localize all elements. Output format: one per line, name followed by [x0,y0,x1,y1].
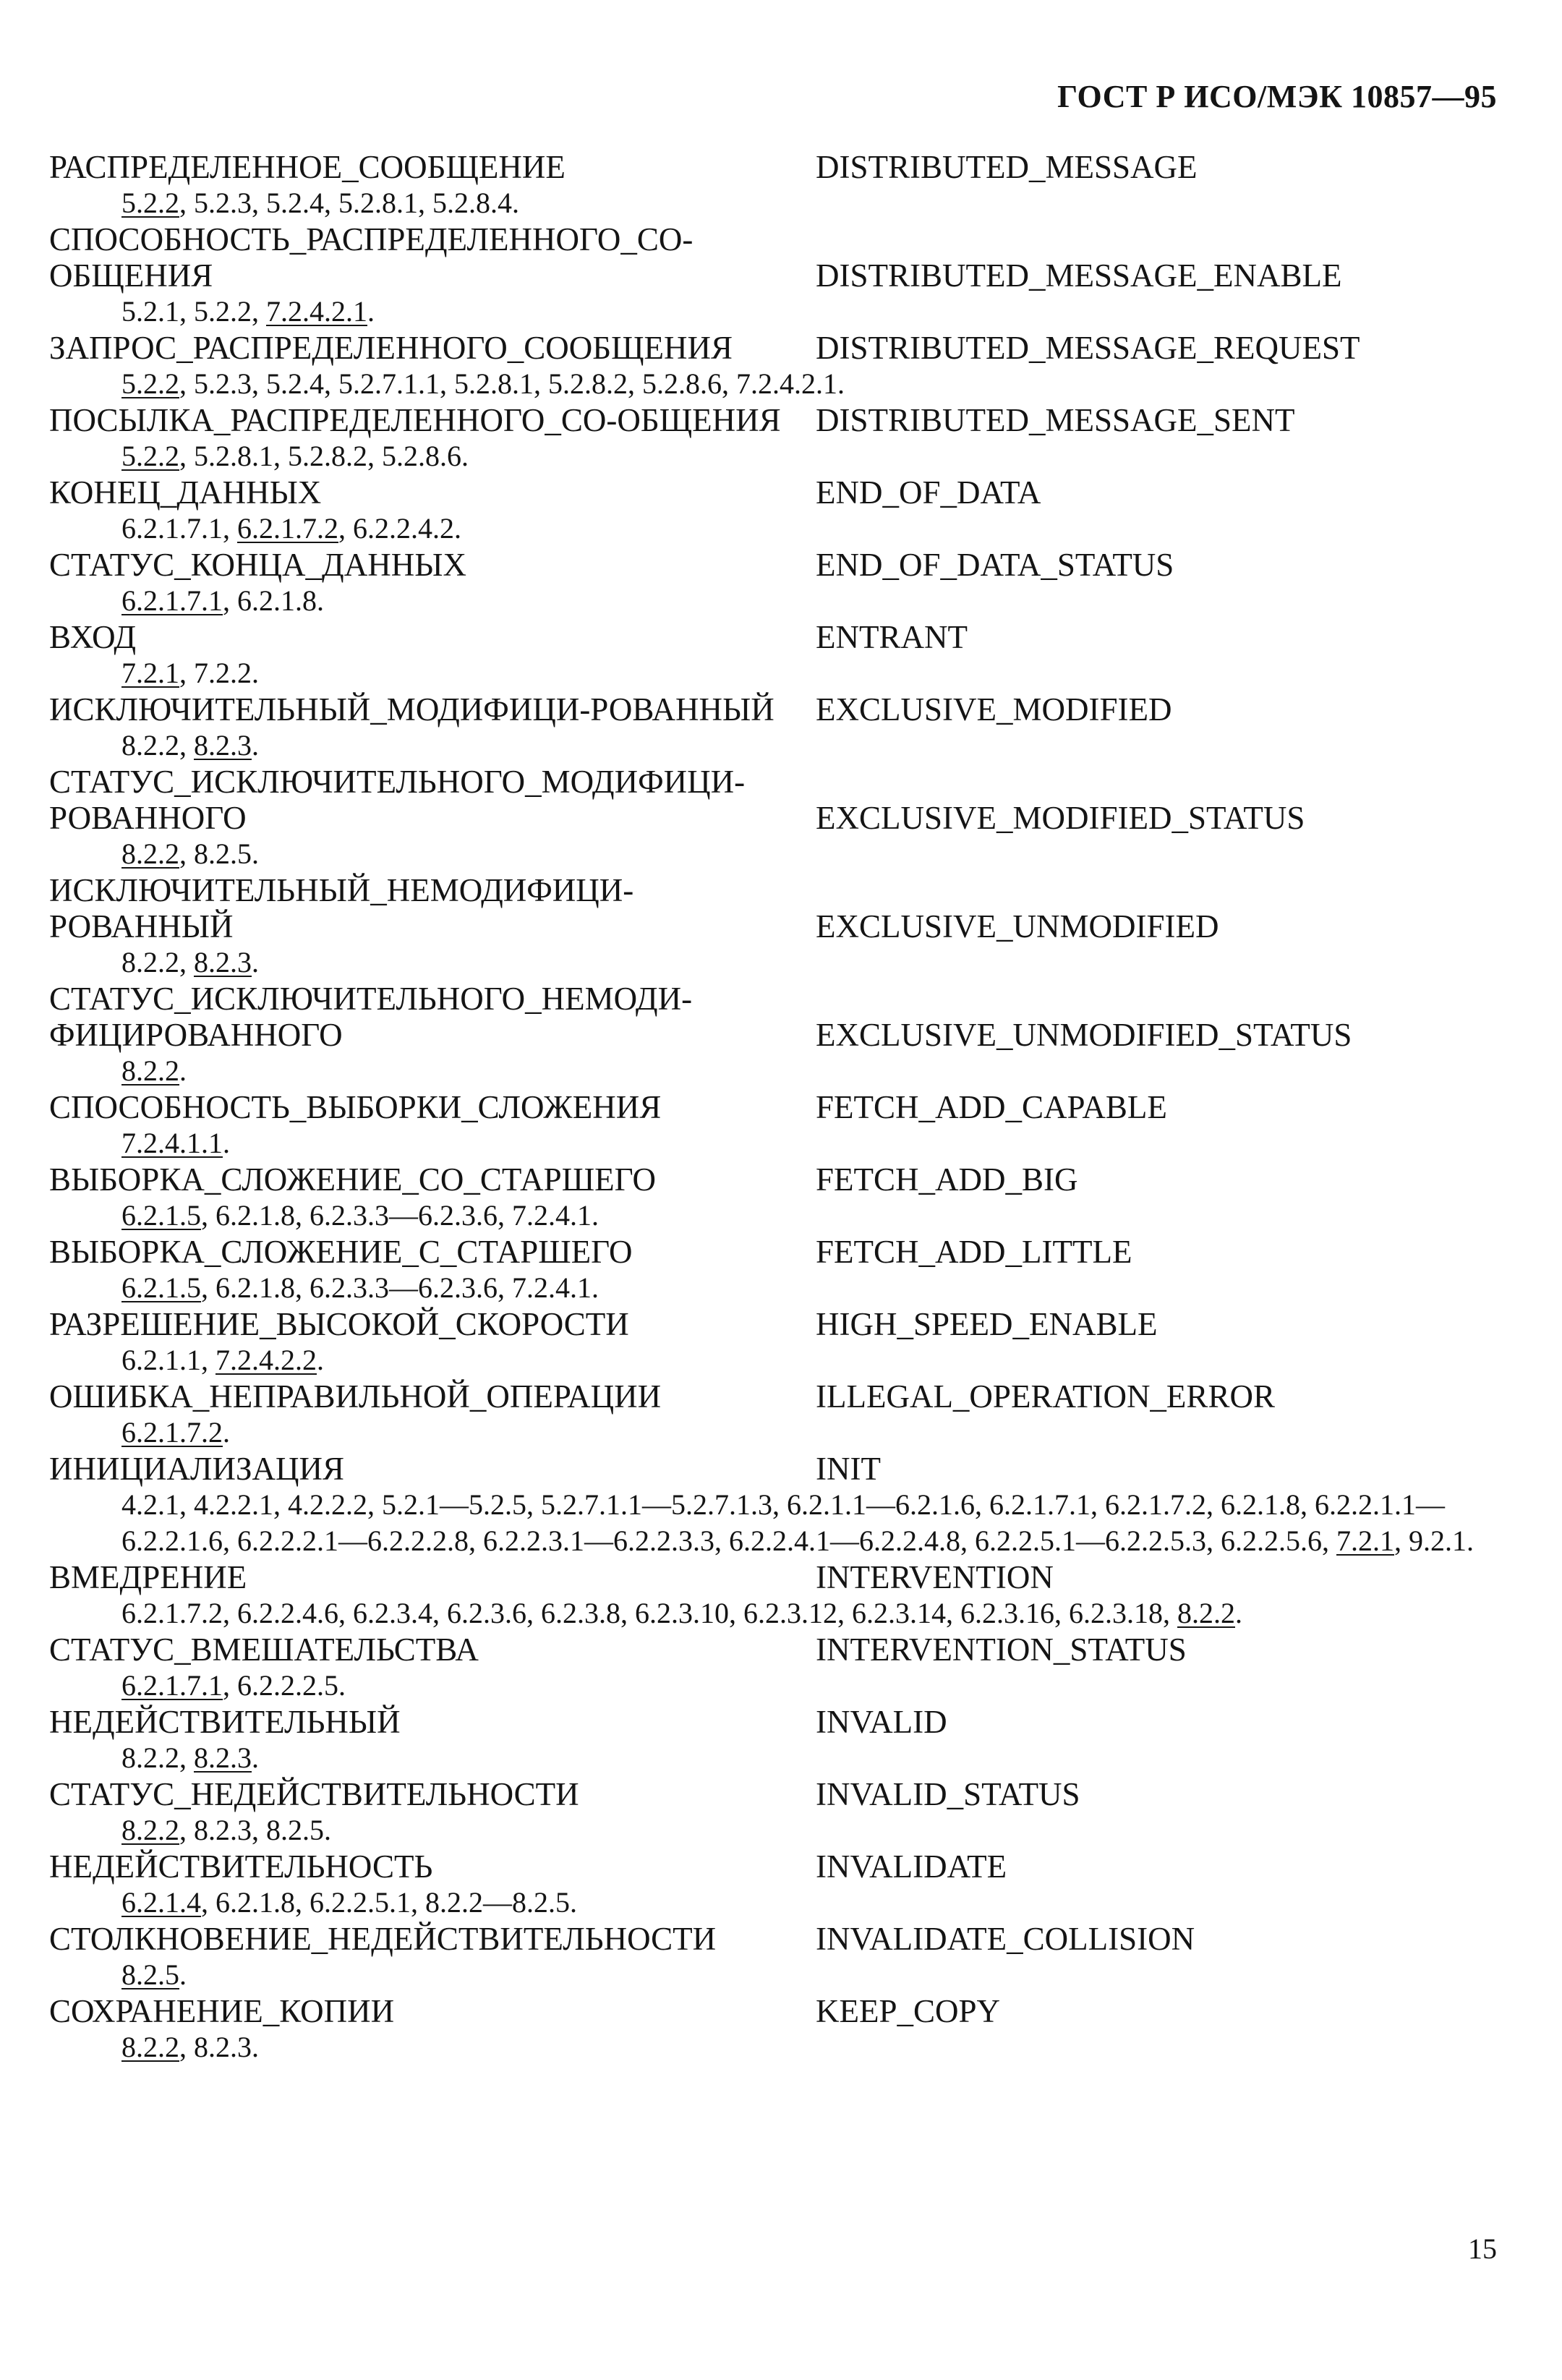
term-en: ILLEGAL_OPERATION_ERROR [816,1378,1275,1415]
index-entry [49,981,1517,1089]
index-entry [49,1776,1517,1848]
index-entry [49,1632,1517,1704]
term-ru: ИСКЛЮЧИТЕЛЬНЫЙ_НЕМОДИФИЦИ-РОВАННЫЙ [49,872,634,944]
index-entry [49,1704,1517,1776]
term-references: 8.2.5. [121,1958,187,1991]
term-ru: СПОСОБНОСТЬ_РАСПРЕДЕЛЕННОГО_СО-ОБЩЕНИЯ [49,221,693,294]
term-references: 6.2.1.1, 7.2.4.2.2. [121,1344,324,1376]
reference-link: 6.2.1.4 [121,1886,201,1919]
reference-link: 6.2.1.5 [121,1271,201,1304]
term-en: KEEP_COPY [816,1993,1001,2029]
index-entry [49,1993,1517,2065]
term-en: DISTRIBUTED_MESSAGE_REQUEST [816,330,1360,366]
term-references: 7.2.1, 7.2.2. [121,657,259,689]
term-ru: ИНИЦИАЛИЗАЦИЯ [49,1451,345,1487]
term-ru: РАСПРЕДЕЛЕННОЕ_СООБЩЕНИЕ [49,149,566,185]
reference-link: 6.2.1.7.1 [121,584,223,617]
term-references: 5.2.2, 5.2.8.1, 5.2.8.2, 5.2.8.6. [121,440,469,472]
reference-link: 7.2.4.2.1 [266,295,367,328]
term-ru: ЗАПРОС_РАСПРЕДЕЛЕННОГО_СООБЩЕНИЯ [49,330,733,366]
term-ru: СПОСОБНОСТЬ_ВЫБОРКИ_СЛОЖЕНИЯ [49,1089,662,1125]
term-references: 8.2.2, 8.2.3. [121,946,259,978]
term-en: EXCLUSIVE_UNMODIFIED [816,908,1219,944]
term-ru: СОХРАНЕНИЕ_КОПИИ [49,1993,395,2029]
reference-link: 8.2.2 [121,2031,179,2063]
term-en: EXCLUSIVE_MODIFIED [816,691,1172,728]
index-entry [49,1234,1517,1306]
index-entry [49,547,1517,619]
term-en: DISTRIBUTED_MESSAGE [816,149,1198,185]
term-references: 6.2.1.7.1, 6.2.1.7.2, 6.2.2.4.2. [121,512,461,545]
term-ru: ВЫБОРКА_СЛОЖЕНИЕ_С_СТАРШЕГО [49,1234,633,1270]
reference-link: 8.2.2 [121,837,179,870]
term-references: 8.2.2, 8.2.3, 8.2.5. [121,1814,331,1846]
index-entry [49,1559,1517,1632]
term-ru: КОНЕЦ_ДАННЫХ [49,474,322,511]
reference-link: 8.2.2 [1177,1597,1235,1629]
term-ru: ОШИБКА_НЕПРАВИЛЬНОЙ_ОПЕРАЦИИ [49,1378,662,1415]
index-entry [49,1921,1517,1993]
reference-link: 8.2.2 [121,1054,179,1087]
index-entry [49,1848,1517,1921]
reference-link: 8.2.3 [194,729,252,762]
document-header-title: ГОСТ Р ИСО/МЭК 10857—95 [1057,79,1497,114]
term-ru: РАЗРЕШЕНИЕ_ВЫСОКОЙ_СКОРОСТИ [49,1306,629,1342]
term-references: 6.2.1.7.2. [121,1416,230,1449]
term-en: DISTRIBUTED_MESSAGE_SENT [816,402,1295,438]
term-en: FETCH_ADD_BIG [816,1161,1078,1198]
reference-link: 8.2.3 [194,1741,252,1774]
page-number: 15 [1468,2232,1497,2265]
index-entry [49,1451,1517,1559]
reference-link: 6.2.1.7.2 [237,512,338,545]
index-entry [49,1306,1517,1378]
term-references: 6.2.1.5, 6.2.1.8, 6.2.3.3—6.2.3.6, 7.2.4.1. [121,1271,599,1304]
term-ru: НЕДЕЙСТВИТЕЛЬНЫЙ [49,1704,401,1740]
term-ru: СТАТУС_ВМЕШАТЕЛЬСТВА [49,1632,479,1668]
term-references: 6.2.1.4, 6.2.1.8, 6.2.2.5.1, 8.2.2—8.2.5. [121,1886,577,1919]
term-ru: ИСКЛЮЧИТЕЛЬНЫЙ_МОДИФИЦИ-РОВАННЫЙ [49,691,774,728]
term-en: INVALIDATE [816,1848,1007,1885]
reference-link: 7.2.1 [121,657,179,689]
term-ru: ВМЕДРЕНИЕ [49,1559,247,1595]
term-en: INIT [816,1451,881,1487]
index-entry [49,474,1517,547]
term-en: INVALIDATE_COLLISION [816,1921,1195,1957]
index-entry [49,1089,1517,1161]
term-references: 8.2.2. [121,1054,187,1087]
term-ru: СТАТУС_КОНЦА_ДАННЫХ [49,547,466,583]
term-references: 8.2.2, 8.2.3. [121,1741,259,1774]
term-ru: ПОСЫЛКА_РАСПРЕДЕЛЕННОГО_СО-ОБЩЕНИЯ [49,402,781,438]
index-entry [49,1378,1517,1451]
reference-link: 5.2.2 [121,440,179,472]
reference-link: 8.2.5 [121,1958,179,1991]
index-entry [49,1161,1517,1234]
term-references: 4.2.1, 4.2.2.1, 4.2.2.2, 5.2.1—5.2.5, 5.2.7.1.1—5.2.7.1.3, 6.2.1.1—6.2.1.6, 6.2.1.7.1, 6.2.1.7.2, 6.2.1.8, 6.2.2.1.1—6.2.2.1.6, 6.2.2.2.1—6.2.2.2.8, 6.2.2.3.1—6.2.2.3.3, 6.2.2.4.1—6.2.2.4.8, 6.2.2.5.1—6.2.2.5.3, 6.2.2.5.6, 7.2.1, 9.2.1. [121,1488,1474,1557]
reference-link: 8.2.2 [121,1814,179,1846]
reference-link: 5.2.2 [121,367,179,400]
index-entry [49,691,1517,764]
term-en: END_OF_DATA_STATUS [816,547,1174,583]
term-ru: СТОЛКНОВЕНИЕ_НЕДЕЙСТВИТЕЛЬНОСТИ [49,1921,717,1957]
term-en: INVALID_STATUS [816,1776,1080,1812]
term-en: FETCH_ADD_LITTLE [816,1234,1132,1270]
reference-link: 7.2.4.2.2 [215,1344,317,1376]
reference-link: 8.2.3 [194,946,252,978]
term-references: 8.2.2, 8.2.3. [121,2031,259,2063]
term-ru: СТАТУС_ИСКЛЮЧИТЕЛЬНОГО_МОДИФИЦИ-РОВАННОГО [49,764,746,836]
term-ru: ВЫБОРКА_СЛОЖЕНИЕ_СО_СТАРШЕГО [49,1161,656,1198]
term-en: END_OF_DATA [816,474,1041,511]
term-en: HIGH_SPEED_ENABLE [816,1306,1158,1342]
term-en: INVALID [816,1704,947,1740]
term-en: INTERVENTION_STATUS [816,1632,1187,1668]
term-en: EXCLUSIVE_MODIFIED_STATUS [816,800,1305,836]
index-entry [49,330,1517,402]
index-entry [49,619,1517,691]
index-entry [49,872,1517,981]
term-ru: СТАТУС_НЕДЕЙСТВИТЕЛЬНОСТИ [49,1776,579,1812]
term-references: 5.2.2, 5.2.3, 5.2.4, 5.2.7.1.1, 5.2.8.1, 5.2.8.2, 5.2.8.6, 7.2.4.2.1. [121,367,845,400]
term-en: INTERVENTION [816,1559,1054,1595]
term-references: 6.2.1.5, 6.2.1.8, 6.2.3.3—6.2.3.6, 7.2.4.1. [121,1199,599,1232]
reference-link: 6.2.1.7.2 [121,1416,223,1449]
term-index [49,149,1517,2065]
term-en: ENTRANT [816,619,968,655]
term-ru: ВХОД [49,619,137,655]
term-references: 6.2.1.7.2, 6.2.2.4.6, 6.2.3.4, 6.2.3.6, 6.2.3.8, 6.2.3.10, 6.2.3.12, 6.2.3.14, 6.2.3.16, 6.2.3.18, 8.2.2. [121,1597,1242,1629]
reference-link: 6.2.1.5 [121,1199,201,1232]
reference-link: 7.2.4.1.1 [121,1127,223,1159]
term-references: 6.2.1.7.1, 6.2.2.2.5. [121,1669,346,1702]
term-ru: НЕДЕЙСТВИТЕЛЬНОСТЬ [49,1848,433,1885]
term-en: FETCH_ADD_CAPABLE [816,1089,1167,1125]
term-en: EXCLUSIVE_UNMODIFIED_STATUS [816,1017,1352,1053]
term-ru: СТАТУС_ИСКЛЮЧИТЕЛЬНОГО_НЕМОДИ-ФИЦИРОВАННОГО [49,981,693,1053]
reference-link: 7.2.1 [1336,1524,1394,1557]
index-entry [49,221,1517,330]
term-en: DISTRIBUTED_MESSAGE_ENABLE [816,257,1342,294]
index-entry [49,149,1517,221]
term-references: 6.2.1.7.1, 6.2.1.8. [121,584,324,617]
reference-link: 5.2.2 [121,187,179,219]
term-references: 7.2.4.1.1. [121,1127,230,1159]
index-entry [49,764,1517,872]
term-references: 5.2.2, 5.2.3, 5.2.4, 5.2.8.1, 5.2.8.4. [121,187,519,219]
index-entry [49,402,1517,474]
term-references: 8.2.2, 8.2.5. [121,837,259,870]
term-references: 5.2.1, 5.2.2, 7.2.4.2.1. [121,295,375,328]
reference-link: 6.2.1.7.1 [121,1669,223,1702]
term-references: 8.2.2, 8.2.3. [121,729,259,762]
